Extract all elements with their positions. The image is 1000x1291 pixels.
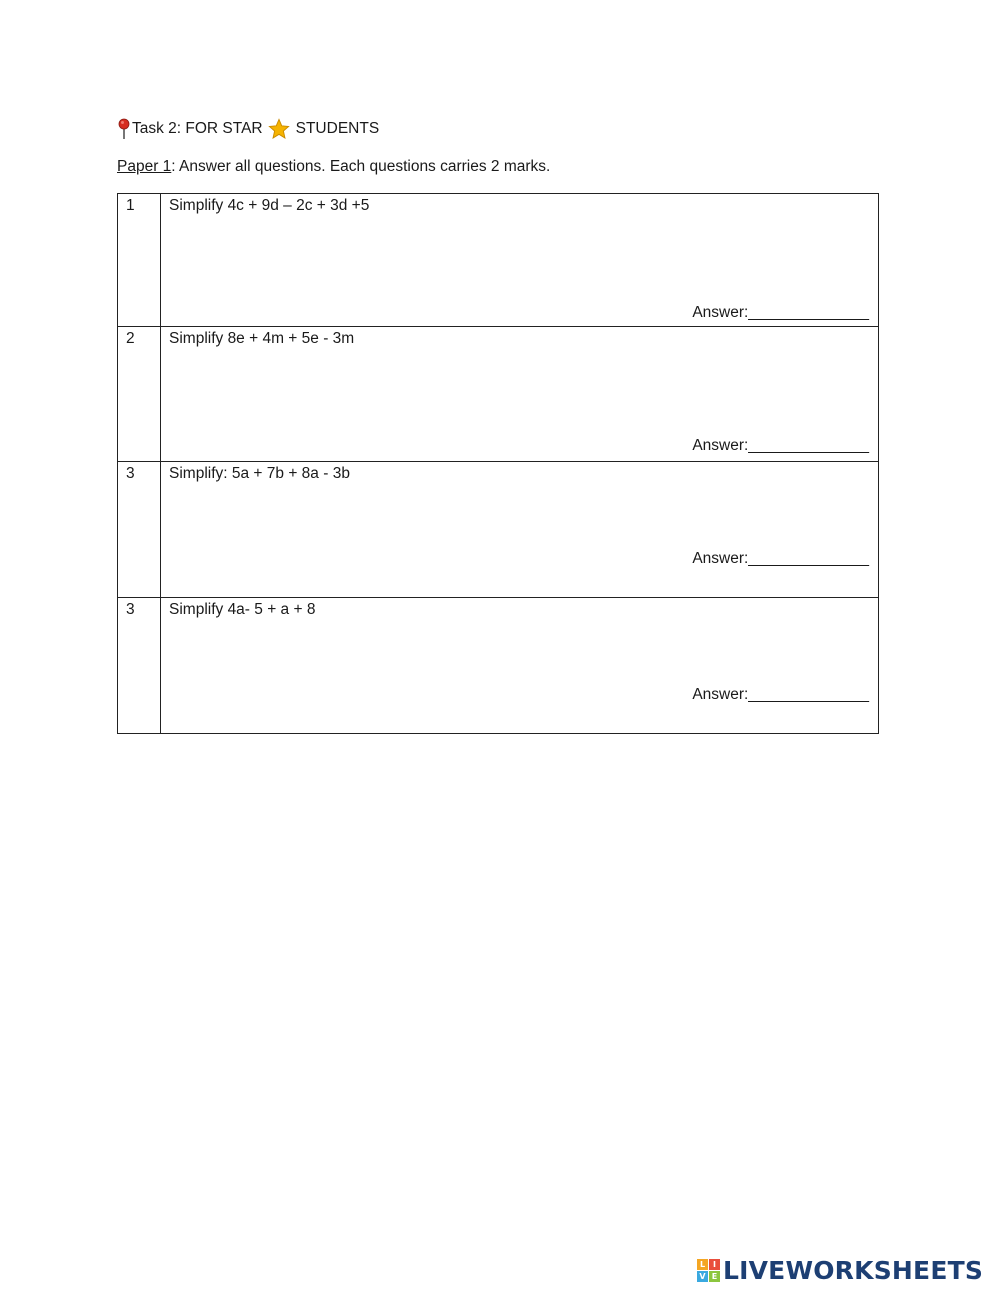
question-number: 1: [118, 194, 161, 327]
task-title: [117, 118, 379, 140]
question-number: 3: [118, 462, 161, 598]
logo-text: LIVEWORKSHEETS: [723, 1256, 984, 1285]
answer-field[interactable]: Answer:______________: [692, 686, 869, 703]
pushpin-icon: [117, 118, 131, 140]
logo-block: V: [697, 1271, 708, 1282]
question-text: Simplify 4a- 5 + a + 8: [169, 601, 316, 618]
liveworksheets-logo: [697, 1256, 983, 1285]
answer-field[interactable]: Answer:______________: [692, 437, 869, 454]
logo-block: I: [709, 1259, 720, 1270]
logo-block: E: [709, 1271, 720, 1282]
question-text: Simplify 4c + 9d – 2c + 3d +5: [169, 197, 370, 214]
star-icon: [268, 118, 290, 140]
question-number: 3: [118, 598, 161, 734]
task-title-prefix: Task 2: FOR STAR: [132, 120, 263, 137]
question-text: Simplify 8e + 4m + 5e - 3m: [169, 330, 355, 347]
answer-field[interactable]: Answer:______________: [692, 550, 869, 567]
instructions-text: : Answer all questions. Each questions carries 2 marks.: [171, 158, 551, 175]
question-row: [118, 462, 879, 598]
question-cell: [161, 462, 879, 598]
logo-blocks-icon: [697, 1259, 720, 1282]
question-cell: [161, 598, 879, 734]
instructions: [117, 158, 550, 176]
question-row: [118, 327, 879, 462]
question-row: [118, 598, 879, 734]
question-cell: [161, 194, 879, 327]
questions-table: [117, 193, 879, 734]
answer-field[interactable]: Answer:______________: [692, 304, 869, 321]
question-text: Simplify: 5a + 7b + 8a - 3b: [169, 465, 350, 482]
task-title-suffix: STUDENTS: [295, 120, 380, 137]
question-cell: [161, 327, 879, 462]
logo-block: L: [697, 1259, 708, 1270]
question-number: 2: [118, 327, 161, 462]
paper-label: Paper 1: [117, 158, 172, 175]
question-row: [118, 194, 879, 327]
